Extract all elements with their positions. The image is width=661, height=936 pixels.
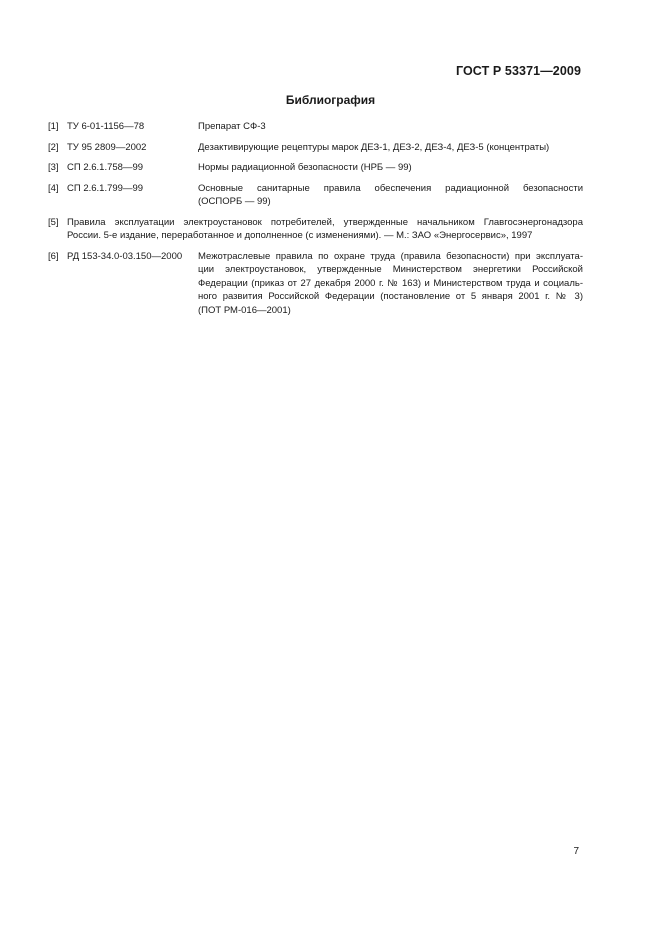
- entry-code: РД 153-34.0-03.150—2000: [67, 250, 183, 262]
- standard-code: ГОСТ Р 53371—2009: [455, 64, 581, 78]
- entry-code: ТУ 6-01-1156—78: [67, 121, 145, 132]
- entry-code: СП 2.6.1.799—99: [67, 182, 144, 194]
- entry-description: Дезактивирующие рецептуры марок ДЕЗ-1, ДЕЗ-2, ДЕЗ-4, ДЕЗ-5 (концентраты): [198, 141, 550, 153]
- entry-number: [4]: [48, 182, 59, 194]
- bibliography-entry-1: [48, 120, 583, 134]
- entry-description: Основные санитарные правила обеспечения радиационной безопасности (ОСПОРБ — 99): [198, 182, 583, 207]
- bibliography-entry-6: [48, 250, 583, 318]
- section-title: Библиография: [285, 93, 376, 107]
- bibliography-entry-4: [48, 182, 583, 209]
- bibliography-entry-2: [48, 141, 583, 155]
- bibliography-list: [48, 120, 583, 324]
- entry-description: Нормы радиационной безопасности (НРБ — 99): [198, 162, 412, 173]
- entry-code: ТУ 95 2809—2002: [67, 141, 147, 153]
- entry-description: Правила эксплуатации электроустановок потребителей, утвержденные начальником Главгосэнергонадзора России. 5-е издание, переработанное и дополненное (с изменениями). — М.: ЗАО «Энергосервис», 1997: [67, 216, 583, 241]
- bibliography-entry-3: [48, 161, 583, 175]
- bibliography-entry-5: [48, 216, 583, 243]
- entry-number: [1]: [48, 121, 59, 132]
- entry-number: [2]: [48, 141, 59, 153]
- entry-number: [5]: [48, 216, 59, 228]
- entry-description: Межотраслевые правила по охране труда (правила безопасности) при эксплуата- ции электроустановок, утвержденные Министерством энергетики Российской Федерации (приказ от 27 декабря 2000 г. № 163) и Министерством труда и социаль- ного развития Российской Федерации (постановление от 5 января 2001 г. № 3) (ПОТ РМ-016—2001): [198, 250, 583, 316]
- entry-code: СП 2.6.1.758—99: [67, 162, 144, 173]
- page-number: 7: [573, 846, 579, 857]
- entry-number: [3]: [48, 162, 59, 173]
- entry-description: Препарат СФ-3: [198, 121, 266, 132]
- entry-number: [6]: [48, 250, 59, 262]
